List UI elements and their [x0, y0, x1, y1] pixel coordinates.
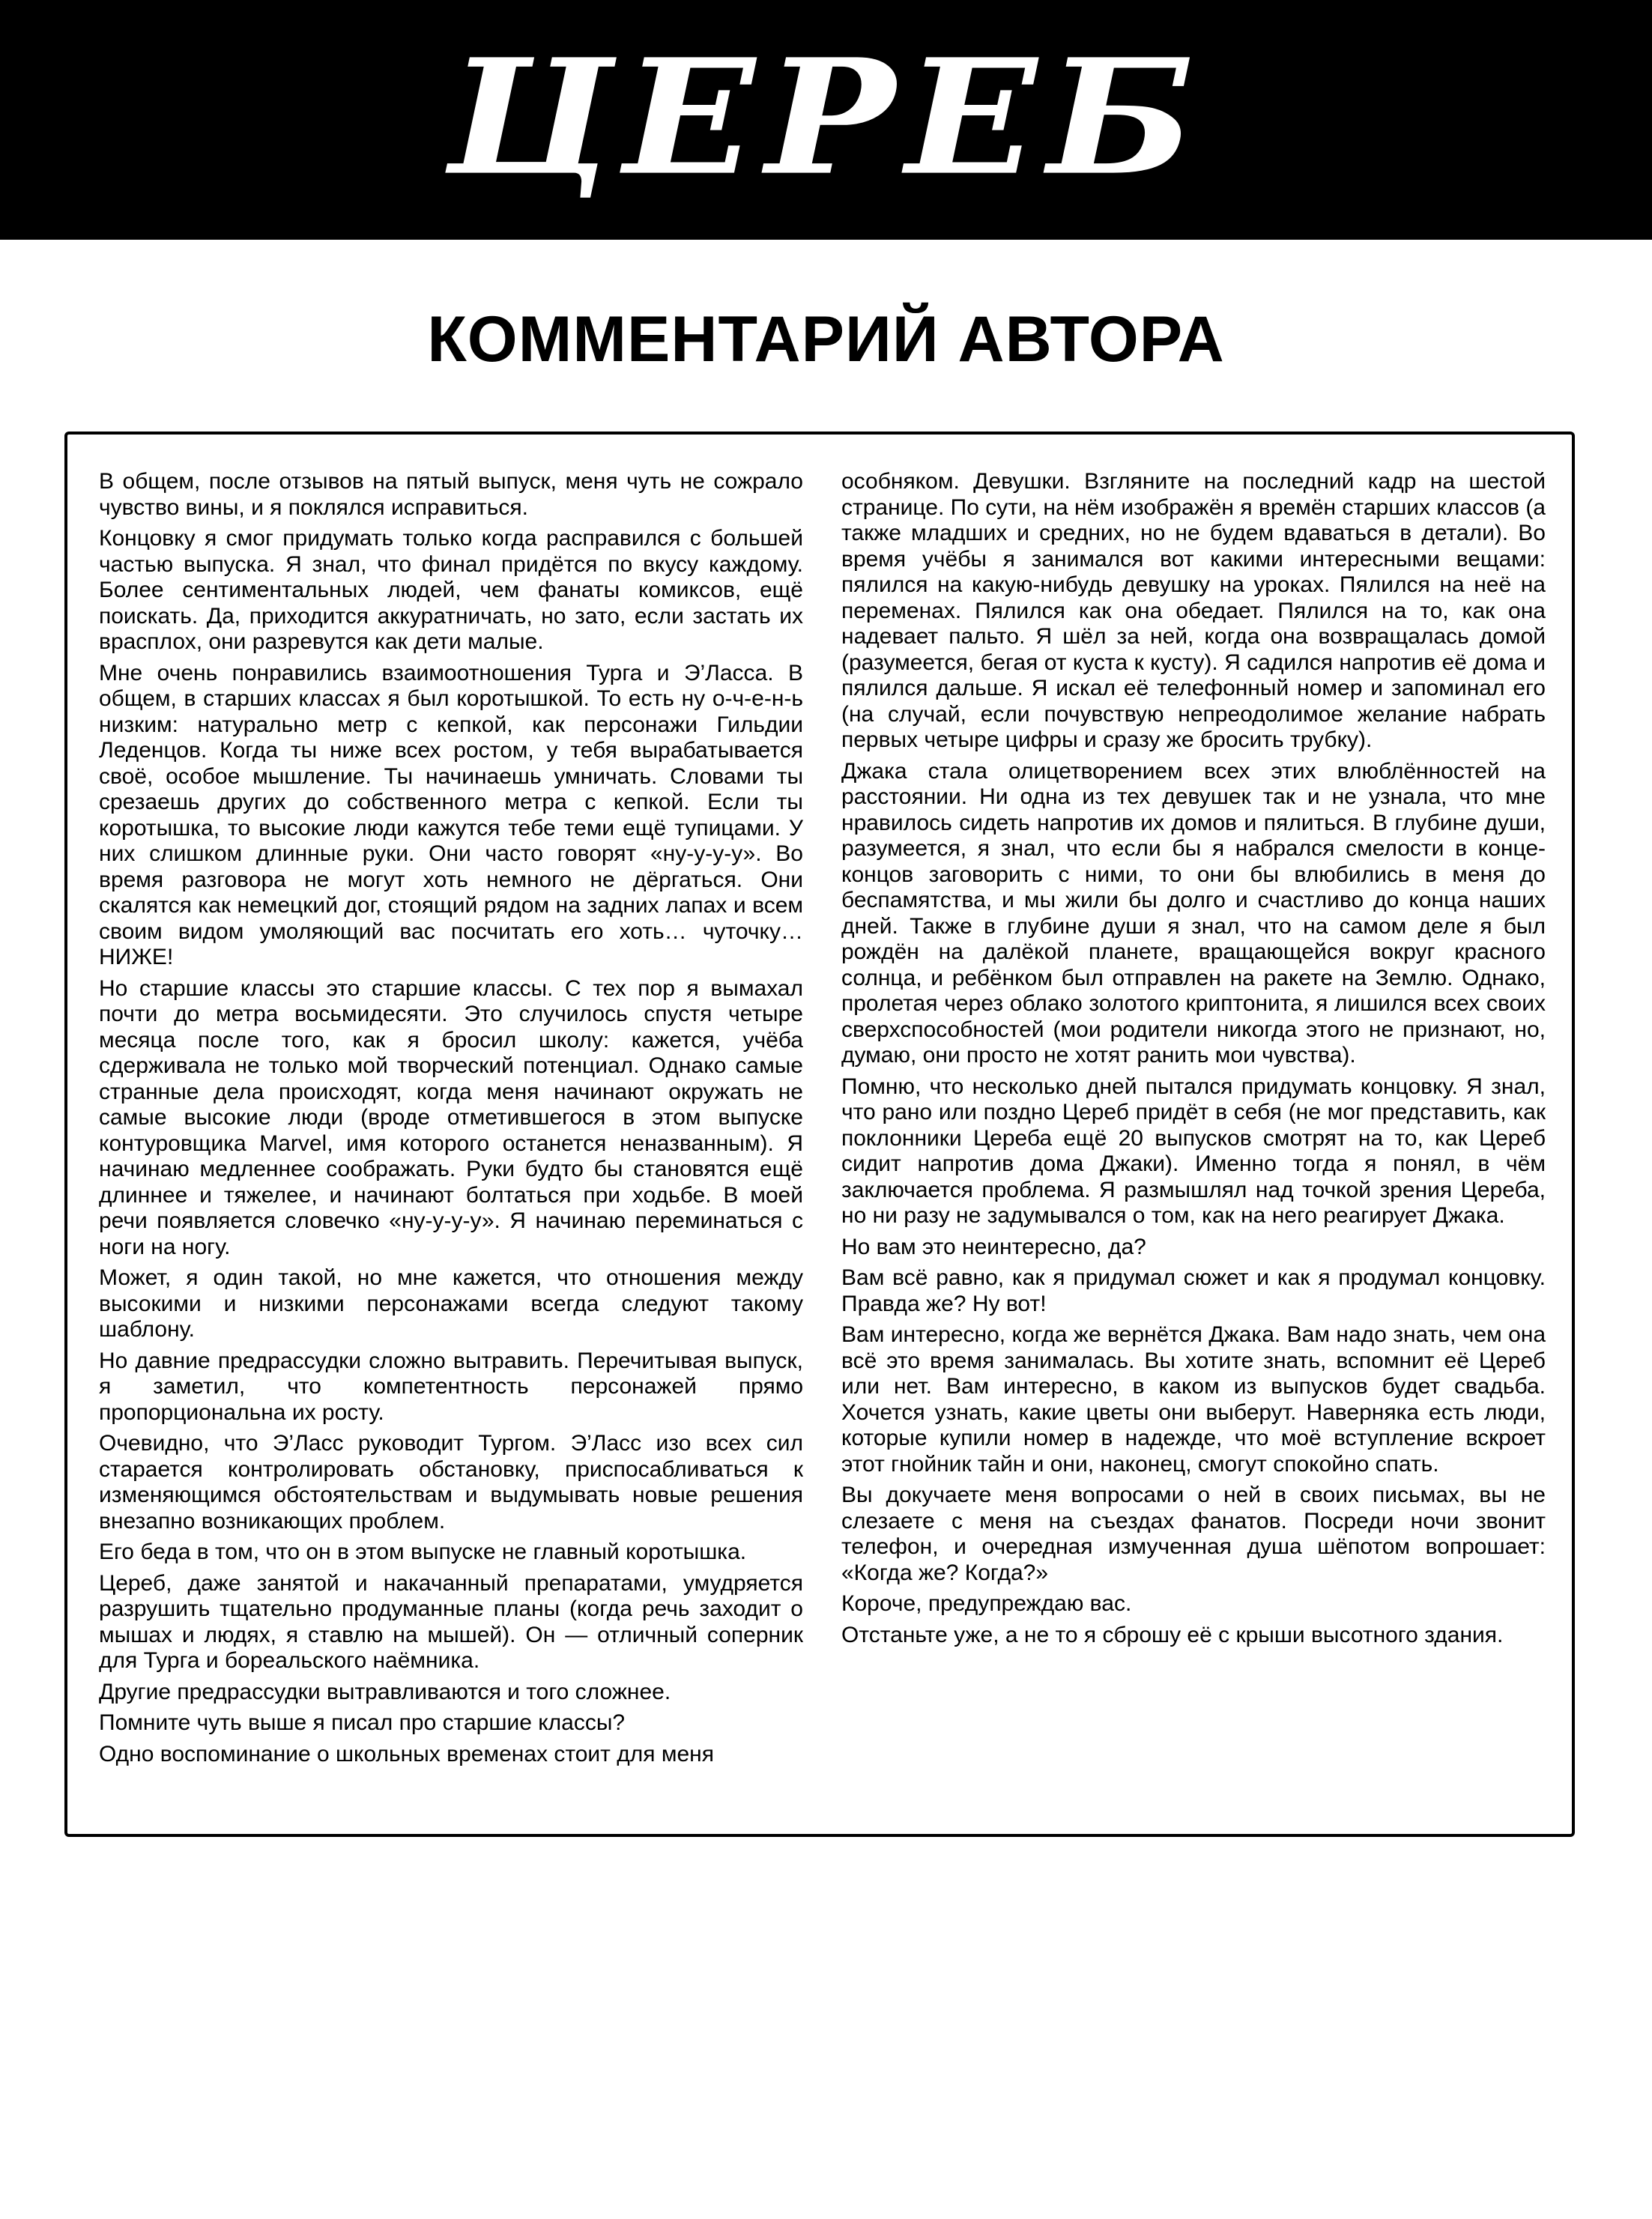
article-column-left [99, 469, 803, 1773]
page-title: КОММЕНТАРИЙ АВТОРА [427, 303, 1225, 375]
paragraph: Но вам это неинтересно, да? [841, 1234, 1146, 1259]
paragraph: особняком. Девушки. Взгляните на последний кадр на шестой странице. По сути, на нём изображён я времён старших классов (а также младших и средних, но не будем вдаваться в детали). Во время учёбы я занимался вот какими интересными вещами: пялился на какую-нибудь девушку на уроках. Пялился на неё на переменах. Пялился как она обедает. Пялился на то, как она надевает пальто. Я шёл за ней, когда она возвращалась домой (разумеется, бегая от куста к кусту). Я садился напротив её дома и пялился дальше. Я искал её телефонный номер и запоминал его (на случай, если почувствую непреодолимое желание набрать первых четыре цифры и сразу же бросить трубку). [841, 469, 1546, 752]
paragraph: Его беда в том, что он в этом выпуске не главный коротышка. [99, 1540, 747, 1564]
paragraph: Отстаньте уже, а не то я сброшу её с крыши высотного здания. [841, 1622, 1504, 1647]
paragraph: Может, я один такой, но мне кажется, что отношения между высокими и низкими персонажами всегда следуют такому шаблону. [99, 1265, 803, 1342]
paragraph: Но давние предрассудки сложно вытравить. Перечитывая выпуск, я заметил, что компетентность персонажей прямо пропорциональна их росту. [99, 1348, 803, 1425]
paragraph: Но старшие классы это старшие классы. С тех пор я вымахал почти до метра восьмидесяти. Это случилось спустя четыре месяца после того, как я бросил школу: кажется, учёба сдерживала не только мой творческий потенциал. Однако самые странные дела происходят, когда меня начинают окружать не самые высокие люди (вроде отметившегося в этом выпуске контуровщика Marvel, имя которого останется неназванным). Я начинаю медленнее соображать. Руки будто бы становятся ещё длиннее и тяжелее, и начинают болтаться при ходьбе. В моей речи появляется словечко «ну-у-у-у». Я начинаю переминаться с ноги на ногу. [99, 975, 803, 1259]
paragraph: В общем, после отзывов на пятый выпуск, меня чуть не сожрало чувство вины, и я поклялся исправиться. [99, 469, 803, 520]
paragraph: Джака стала олицетворением всех этих влюблённостей на расстоянии. Ни одна из тех девушек так и не узнала, что мне нравилось сидеть напротив их домов и пялиться. В глубине души, разумеется, я знал, что если бы я набрался смелости в конце-концов заговорить с ними, то они бы влюбились в меня до беспамятства, и мы жили бы долго и счастливо до конца наших дней. Также в глубине души я знал, что на самом деле я был рождён на далёкой планете, вращающейся вокруг красного солнца, и ребёнком был отправлен на ракете на Землю. Однако, пролетая через облако золотого криптонита, я лишился всех своих сверхспособностей (мои родители никогда этого не признают, но, думаю, они просто не хотят ранить мои чувства). [841, 758, 1546, 1068]
paragraph: Концовку я смог придумать только когда расправился с большей частью выпуска. Я знал, что финал придётся по вкусу каждому. Более сентиментальных людей, чем фанаты комиксов, ещё поискать. Да, приходится аккуратничать, но зато, если застать их врасплох, они разревутся как дети малые. [99, 526, 803, 654]
masthead-banner [0, 0, 1652, 240]
paragraph: Помню, что несколько дней пытался придумать концовку. Я знал, что рано или поздно Цереб придёт в себя (не мог представить, как поклонники Цереба ещё 20 выпусков смотрят на то, как Цереб сидит напротив дома Джаки). Именно тогда я понял, в чём заключается проблема. Я размышлял над точкой зрения Цереба, но ни разу не задумывался о том, как на него реагирует Джака. [841, 1074, 1546, 1228]
paragraph: Очевидно, что Э’Ласс руководит Тургом. Э’Ласс изо всех сил старается контролировать обстановку, приспосабливаться к изменяющимся обстоятельствам и выдумывать новые решения внезапно возникающих проблем. [99, 1431, 803, 1534]
cerebus-logo: ЦЕРЕБ [447, 24, 1205, 211]
paragraph: Вы докучаете меня вопросами о ней в своих письмах, вы не слезаете с меня на съездах фанатов. Посреди ночи звонит телефон, и очередная измученная душа шёпотом вопрошает: «Когда же? Когда?» [841, 1483, 1546, 1585]
paragraph: Другие предрассудки вытравливаются и того сложнее. [99, 1679, 671, 1704]
paragraph: Цереб, даже занятой и накачанный препаратами, умудряется разрушить тщательно продуманные планы (когда речь заходит о мышах и людях, я ставлю на мышей). Он — отличный соперник для Турга и бореальского наёмника. [99, 1570, 803, 1673]
paragraph: Короче, предупреждаю вас. [841, 1591, 1132, 1616]
paragraph: Мне очень понравились взаимоотношения Турга и Э’Ласса. В общем, в старших классах я был коротышкой. То есть ну о-ч-е-н-ь низким: натурально метр с кепкой, как персонажи Гильдии Леденцов. Когда ты ниже всех ростом, у тебя вырабатывается своё, особое мышление. Ты начинаешь умничать. Словами ты срезаешь других до собственного метра с кепкой. Если ты коротышка, то высокие люди кажутся тебе теми ещё тупицами. У них слишком длинные руки. Они часто говорят «ну-у-у-у». Во время разговора не могут хоть немного не дёргаться. Они скалятся как немецкий дог, стоящий рядом на задних лапах и всем своим видом умоляющий вас посчитать его хоть… чуточку… НИЖЕ! [99, 660, 803, 969]
paragraph: Одно воспоминание о школьных временах стоит для меня [99, 1741, 714, 1767]
paragraph: Вам интересно, когда же вернётся Джака. Вам надо знать, чем она всё это время занималась. Вы хотите знать, вспомнит её Цереб или нет. Вам интересно, в каком из выпусков будет свадьба. Хочется узнать, какие цветы они выберут. Наверняка есть люди, которые купили номер в надежде, что моё вступление вскроет этот гнойник тайн и они, наконец, смогут спокойно спать. [841, 1322, 1546, 1477]
article-column-right [841, 469, 1546, 1653]
paragraph: Вам всё равно, как я придумал сюжет и как я продумал концовку. Правда же? Ну вот! [841, 1265, 1546, 1316]
paragraph: Помните чуть выше я писал про старшие классы? [99, 1710, 626, 1735]
